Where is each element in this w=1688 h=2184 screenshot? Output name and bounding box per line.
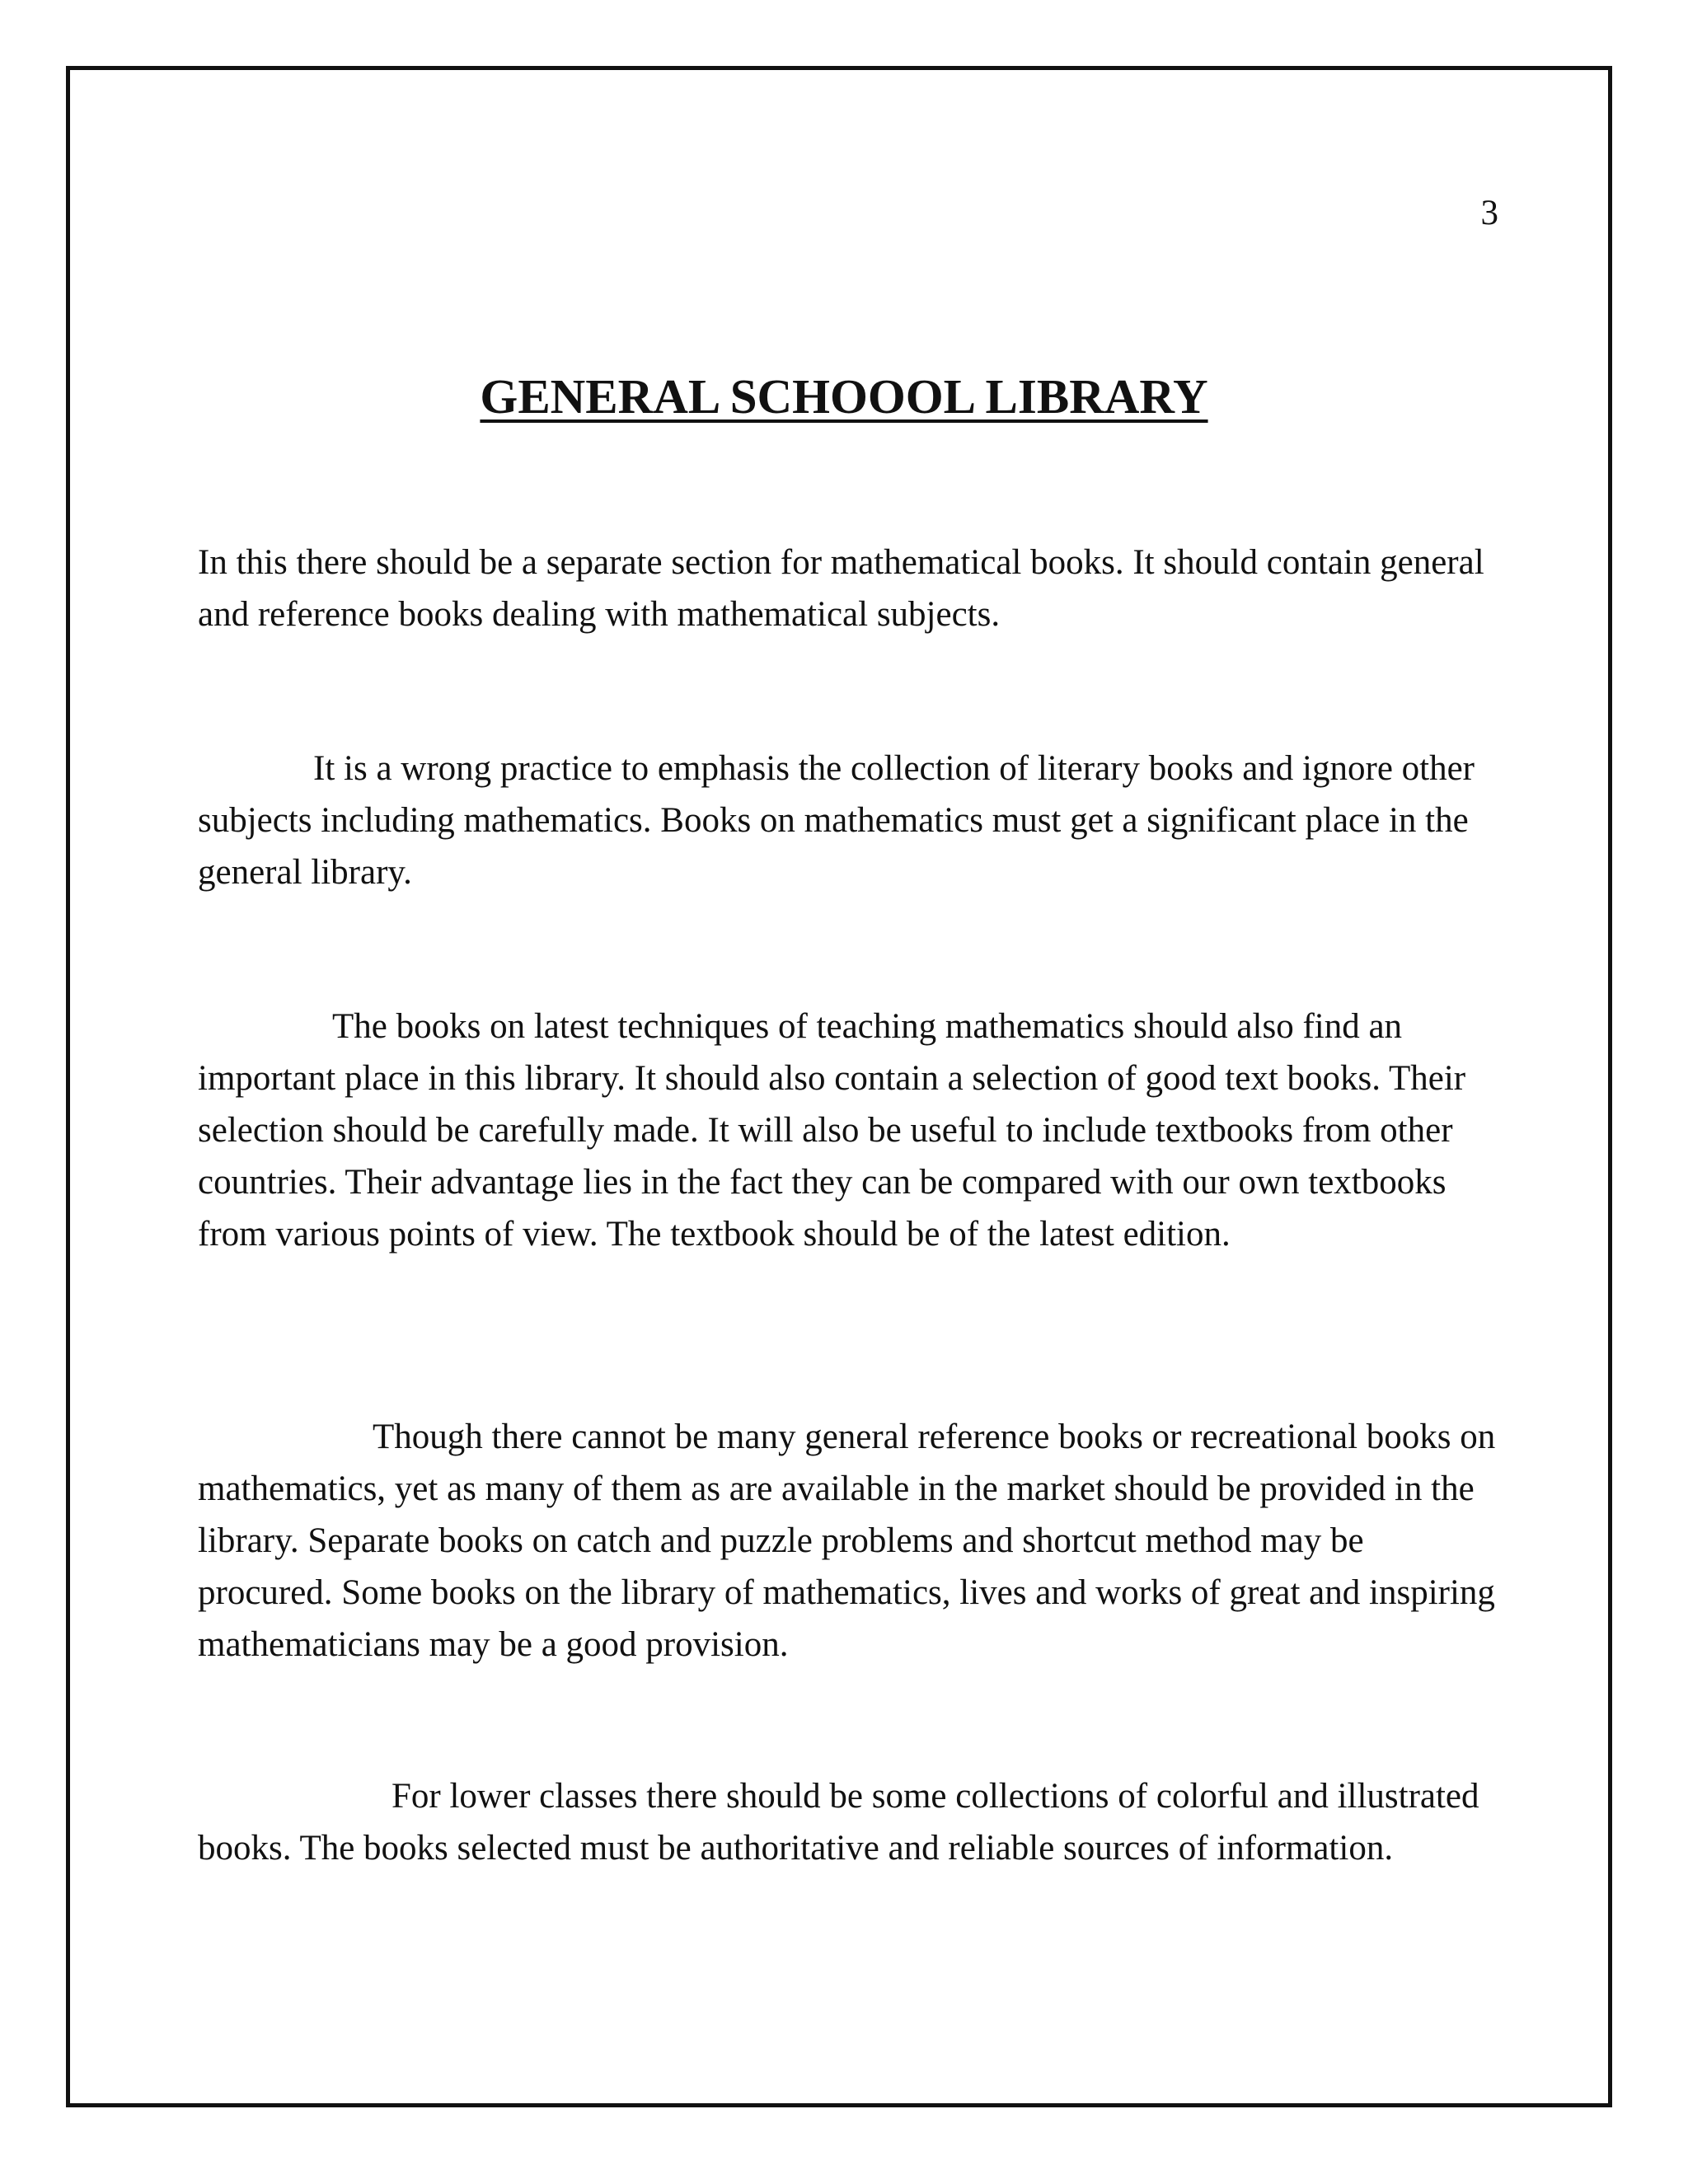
paragraph-4: Though there cannot be many general reference books or recreational books on mathematics, yet as many of them as are available in the market should be provided in the library. Separate books on catch and puzzle problems and shortcut method may be procured. Some books on the library of mathematics, lives and works of great and inspiring mathematicians may be a good provision. <box>198 1418 1496 1664</box>
page-number: 3 <box>1480 194 1498 232</box>
page-title <box>0 369 1688 424</box>
paragraph-2: It is a wrong practice to emphasis the collection of literary books and ignore other subjects including mathematics. Books on mathematics must get a significant place in the general library. <box>198 749 1475 892</box>
page-title-text: GENERAL SCHOOOL LIBRARY <box>480 369 1208 424</box>
paragraph-5: For lower classes there should be some collections of colorful and illustrated books. The books selected must be authoritative and reliable sources of information. <box>198 1777 1479 1868</box>
paragraph-3: The books on latest techniques of teaching mathematics should also find an important place in this library. It should also contain a selection of good text books. Their selection should be carefully made. It will also be useful to include textbooks from other countries. Their advantage lies in the fact they can be compared with our own textbooks from various points of view. The textbook should be of the latest edition. <box>198 1007 1466 1254</box>
paragraph-1: In this there should be a separate section for mathematical books. It should contain general and reference books dealing with mathematical subjects. <box>198 543 1484 634</box>
